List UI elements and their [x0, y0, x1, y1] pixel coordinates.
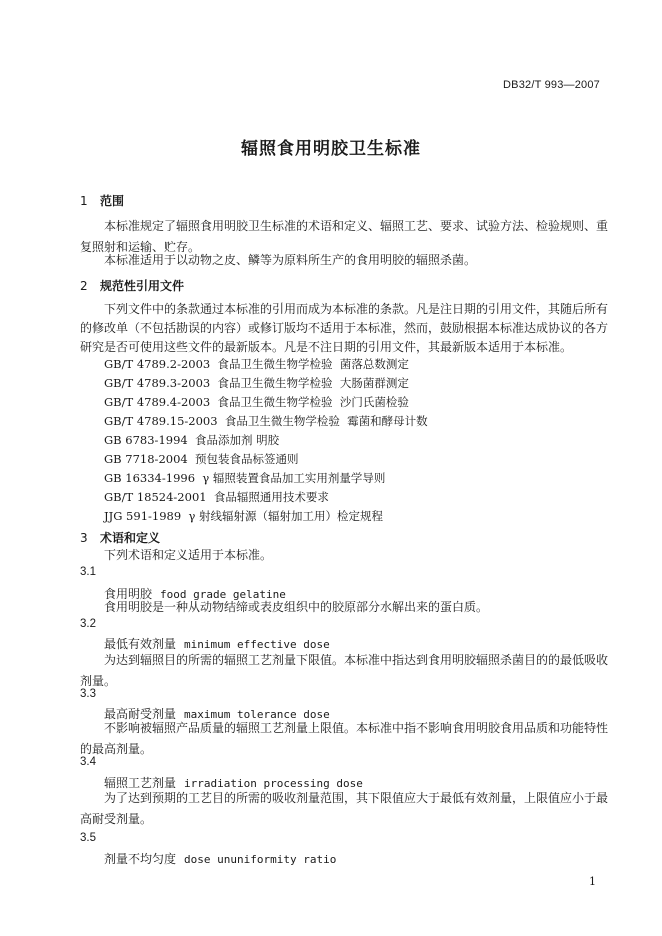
term-cn: 食用明胶 [104, 587, 153, 601]
reference-item: JJG 591-1989 γ 射线辐射源（辐射加工用）检定规程 [104, 509, 384, 523]
section-title: 范围 [100, 194, 125, 208]
term-name [104, 850, 336, 867]
section-title: 规范性引用文件 [100, 279, 185, 293]
term-definition: 不影响被辐照产品质量的辐照工艺剂量上限值。本标准中指不影响食用明胶食用品质和功能特性的最高剂量。 [80, 721, 609, 756]
section-1-heading [80, 192, 124, 209]
term-number: 3.2 [80, 618, 96, 630]
reference-item: GB/T 4789.15-2003 食品卫生微生物学检验 霉菌和酵母计数 [104, 414, 428, 428]
term-definition: 食用明胶是一种从动物结缔或表皮组织中的胶原部分水解出来的蛋白质。 [104, 600, 489, 614]
document-title: 辐照食用明胶卫生标准 [241, 139, 421, 159]
term-number: 3.3 [80, 688, 96, 700]
reference-item: GB/T 4789.2-2003 食品卫生微生物学检验 菌落总数测定 [104, 357, 409, 371]
section-1-paragraph-2: 本标准适用于以动物之皮、鳞等为原料所生产的食用明胶的辐照杀菌。 [104, 253, 477, 267]
term-cn: 最高耐受剂量 [104, 707, 177, 721]
section-3-heading [80, 529, 160, 546]
reference-item: GB/T 4789.4-2003 食品卫生微生物学检验 沙门氏菌检验 [104, 395, 409, 409]
section-1-paragraph-1: 本标准规定了辐照食用明胶卫生标准的术语和定义、辐照工艺、要求、试验方法、检验规则、重复照射和运输、贮存。 [80, 219, 609, 254]
section-3-intro: 下列术语和定义适用于本标准。 [104, 548, 273, 562]
section-2-heading [80, 277, 184, 294]
reference-item: GB/T 4789.3-2003 食品卫生微生物学检验 大肠菌群测定 [104, 376, 409, 390]
section-2-intro: 下列文件中的条款通过本标准的引用而成为本标准的条款。凡是注日期的引用文件，其随后所有的修改单（不包括勘误的内容）或修订版均不适用于本标准，然而，鼓励根据本标准达成协议的各方研究是否可使用这些文件的最新版本。凡是不注日期的引用文件，其最新版本适用于本标准。 [80, 302, 609, 354]
reference-item: GB/T 18524-2001 食品辐照通用技术要求 [104, 490, 329, 504]
standard-code: DB32/T 993—2007 [503, 79, 600, 91]
reference-item: GB 7718-2004 预包装食品标签通则 [104, 452, 299, 466]
section-title: 术语和定义 [100, 531, 161, 545]
term-en: maximum tolerance dose [184, 708, 330, 721]
term-en: dose ununiformity ratio [184, 853, 337, 866]
term-number: 3.5 [80, 832, 96, 844]
term-cn: 最低有效剂量 [104, 637, 177, 651]
term-definition: 为达到辐照目的所需的辐照工艺剂量下限值。本标准中指达到食用明胶辐照杀菌目的的最低吸收剂量。 [80, 653, 609, 688]
term-cn: 剂量不均匀度 [104, 852, 177, 866]
reference-item: GB 16334-1996 γ 辐照装置食品加工实用剂量学导则 [104, 471, 386, 485]
section-number: 2 [80, 279, 88, 293]
term-number: 3.1 [80, 566, 96, 578]
reference-item: GB 6783-1994 食品添加剂 明胶 [104, 433, 280, 447]
term-en: food grade gelatine [160, 588, 286, 601]
term-en: irradiation processing dose [184, 777, 363, 790]
page-number: 1 [589, 875, 596, 888]
term-definition: 为了达到预期的工艺目的所需的吸收剂量范围，其下限值应大于最低有效剂量，上限值应小于最高耐受剂量。 [80, 791, 609, 826]
term-en: minimum effective dose [184, 638, 330, 651]
section-number: 3 [80, 531, 88, 545]
section-number: 1 [80, 194, 88, 208]
term-cn: 辐照工艺剂量 [104, 776, 177, 790]
term-number: 3.4 [80, 756, 96, 768]
